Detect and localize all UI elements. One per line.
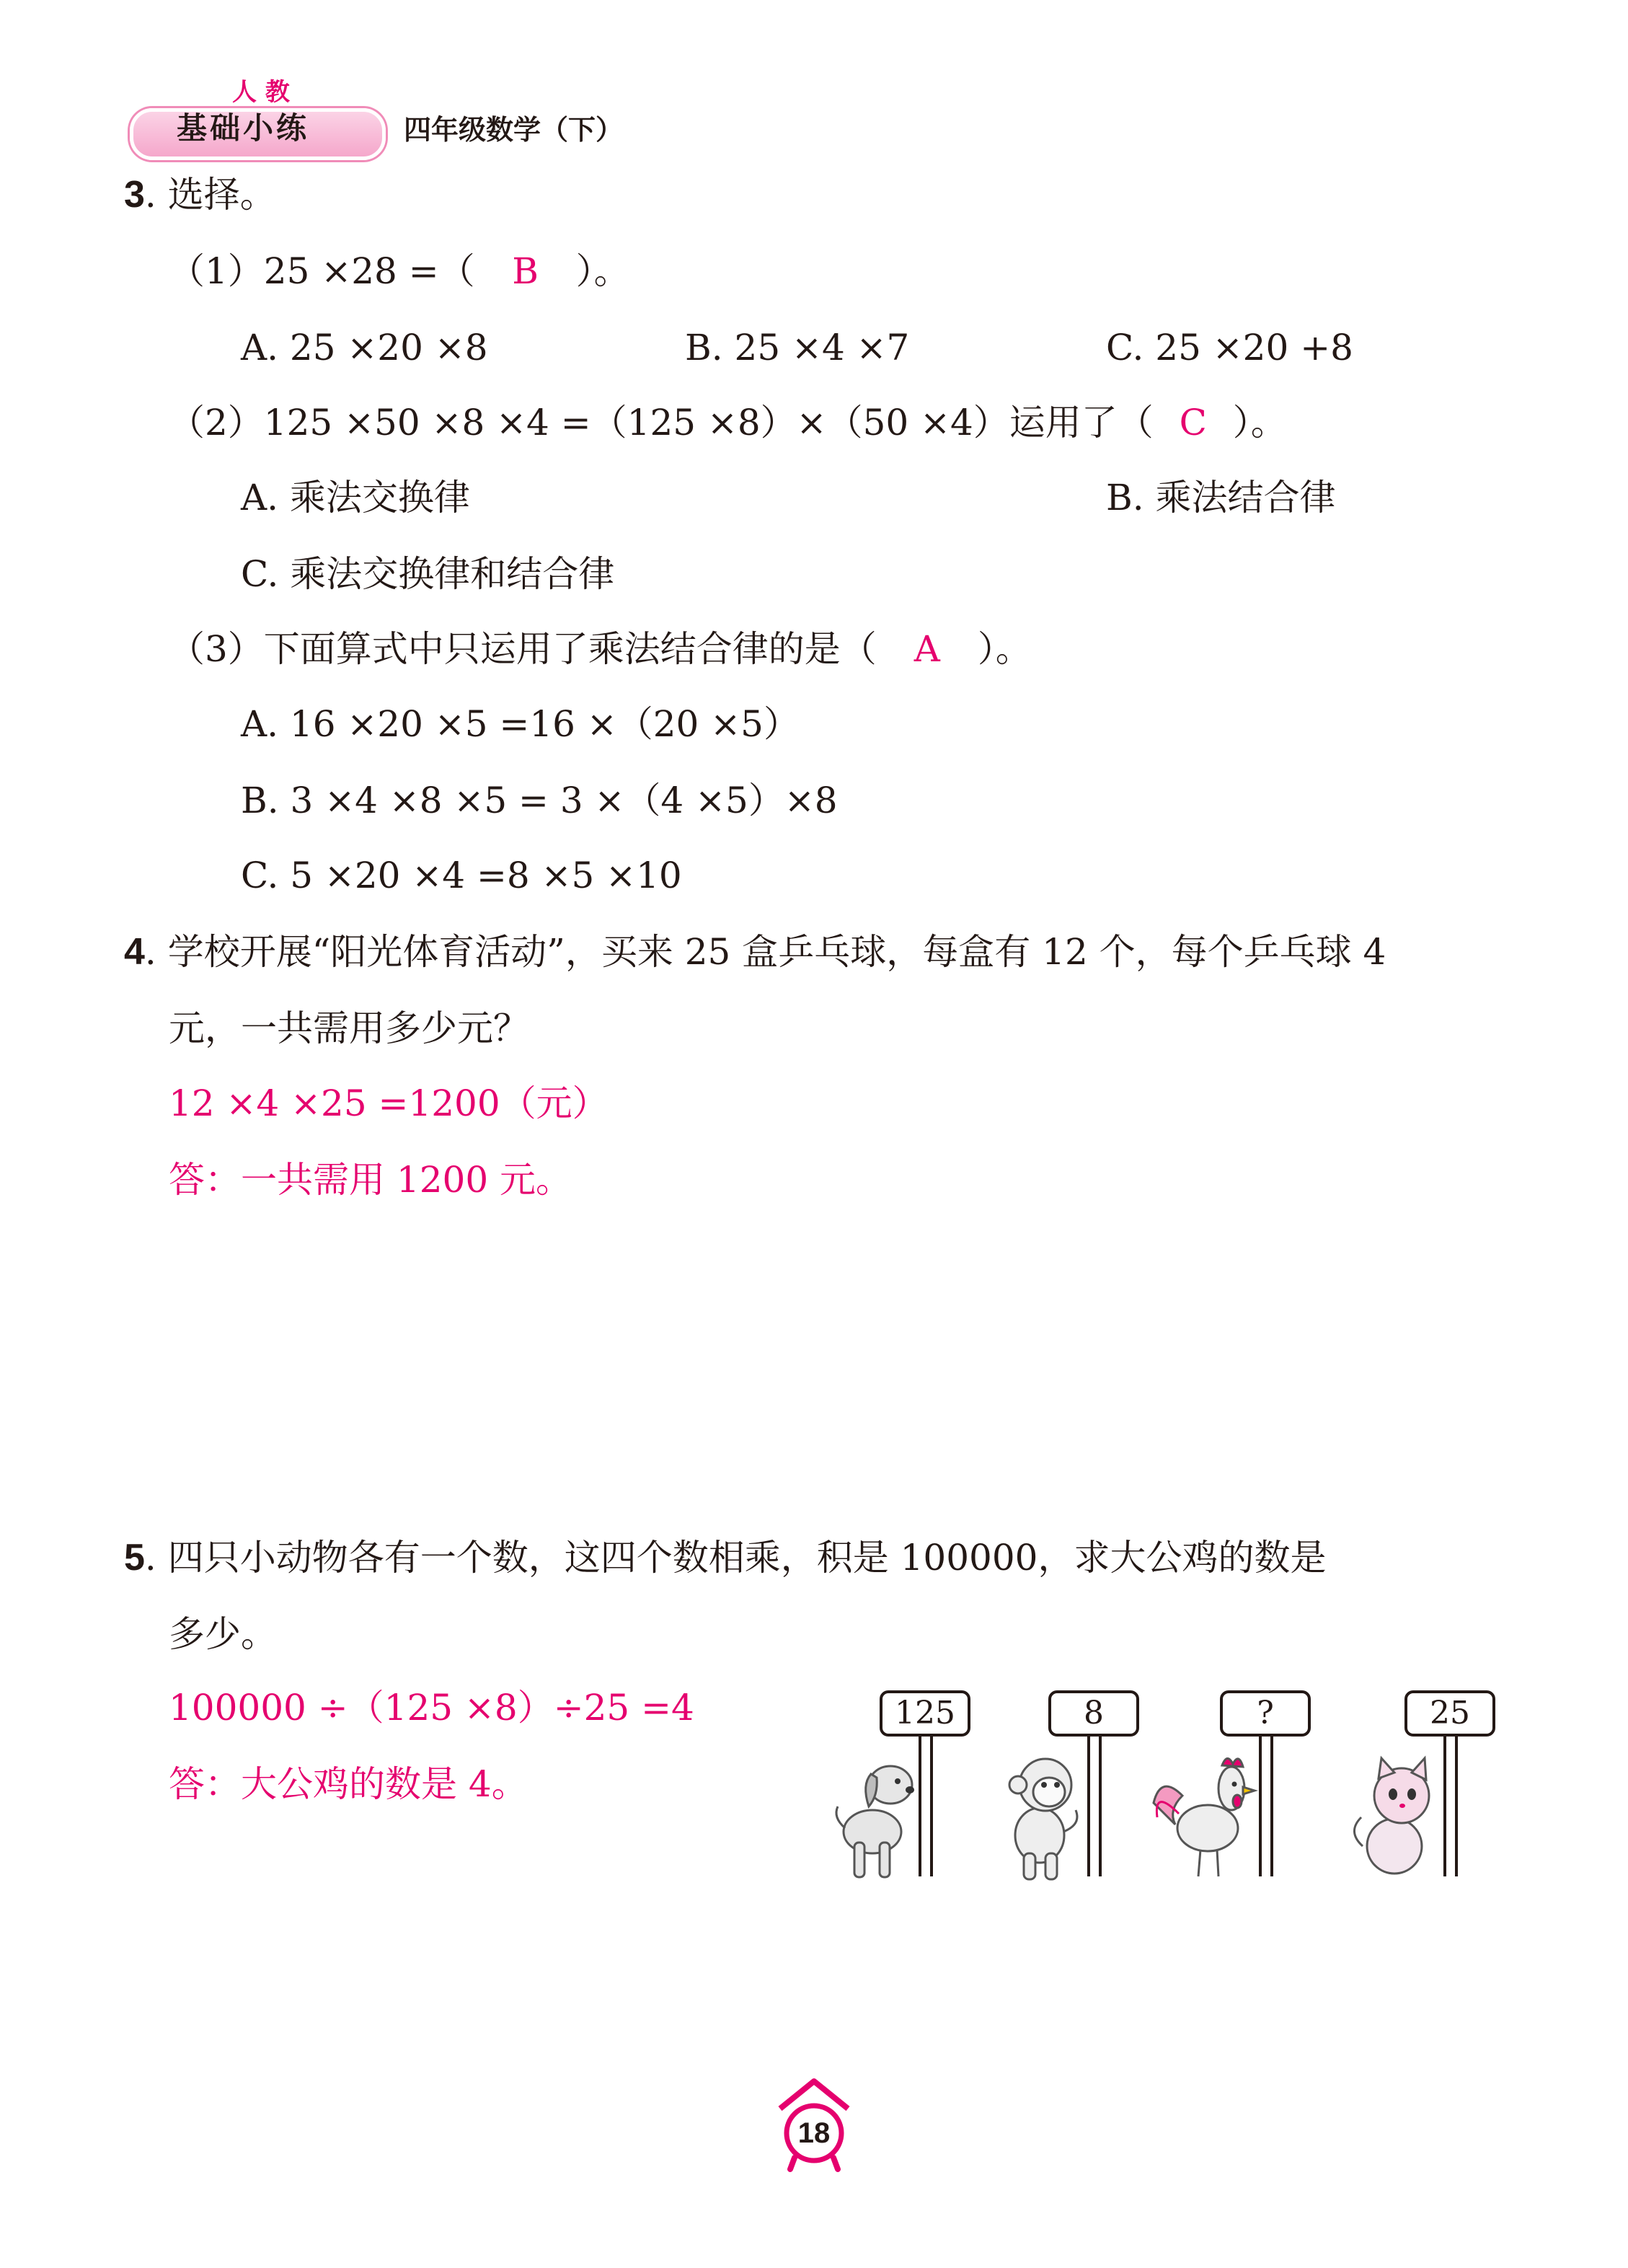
header-series: 基础小练 [177,110,310,146]
q5-answer-calc: 100000 ÷（125 ×8）÷25 =4 [169,1687,694,1729]
q3-p3-answer: A [913,628,940,670]
q5-number: 5 [124,1537,145,1579]
header-grade: 四年级数学（下） [404,114,624,146]
q3-p3-stem-left: （3）下面算式中只运用了乘法结合律的是（ [169,628,877,670]
q3-p1-option-c: C. 25 ×20 +8 [1106,327,1353,369]
q5-text: . 四只小动物各有一个数，这四个数相乘，积是 100000，求大公鸡的数是 [144,1537,1327,1579]
q4-answer-calc: 12 ×4 ×25 =1200（元） [169,1082,609,1124]
sign-pole-2 [1087,1732,1102,1876]
q5-line2: 多少。 [169,1613,277,1655]
q3-p2-option-b: B. 乘法结合律 [1106,477,1336,519]
q3-number: 3 [124,174,145,216]
q3-p3-stem-right: ）。 [977,628,1032,670]
q3-p1-stem [169,250,630,293]
q4-answer-text: 答：一共需用 1200 元。 [169,1159,572,1201]
q3-heading [124,173,276,216]
q3-p2-option-c: C. 乘法交换律和结合律 [241,553,615,595]
dog-icon [829,1745,923,1882]
header-publisher: 人 教 [232,78,290,107]
q4-line2: 元，一共需用多少元？ [169,1007,529,1049]
sign-dog: 125 [880,1690,970,1737]
q3-p3-option-b: B. 3 ×4 ×8 ×5 = 3 ×（4 ×5）×8 [241,780,838,821]
monkey-icon [995,1745,1089,1882]
q3-p3-option-c: C. 5 ×20 ×4 =8 ×5 ×10 [241,855,682,896]
q4-line1 [124,930,1386,974]
q4-text: . 学校开展“阳光体育活动”，买来 25 盒乒乓球，每盒有 12 个，每个乒乓球 4 [144,931,1386,973]
rooster-icon [1146,1745,1262,1882]
q3-p1-answer: B [512,250,539,292]
sign-rooster: ? [1220,1690,1311,1737]
q5-line1 [124,1536,1326,1579]
cat-icon [1347,1745,1448,1882]
q5-answer-text: 答：大公鸡的数是 4。 [169,1763,528,1805]
q3-p1-stem-right: ）。 [575,250,630,292]
q3-p1-option-b: B. 25 ×4 ×7 [685,327,910,369]
q3-p1-option-a: A. 25 ×20 ×8 [241,327,488,369]
q3-title: . 选择。 [144,174,276,216]
sign-cat: 25 [1404,1690,1495,1737]
q4-number: 4 [124,931,145,973]
q3-p2-option-a: A. 乘法交换律 [241,477,470,519]
sign-monkey: 8 [1048,1690,1139,1737]
page-number: 18 [797,2117,831,2149]
q3-p3-stem [169,627,1032,671]
q3-p3-option-a: A. 16 ×20 ×5 =16 ×（20 ×5） [241,703,800,745]
q3-p2-stem-right: ）。 [1232,402,1287,444]
q3-p1-stem-left: （1）25 ×28 =（ [169,250,475,292]
q3-p2-answer: C [1179,402,1207,444]
q3-p2-stem-left: （2）125 ×50 ×8 ×4 =（125 ×8）×（50 ×4）运用了（ [169,402,1154,444]
q3-p2-stem [169,401,1287,444]
